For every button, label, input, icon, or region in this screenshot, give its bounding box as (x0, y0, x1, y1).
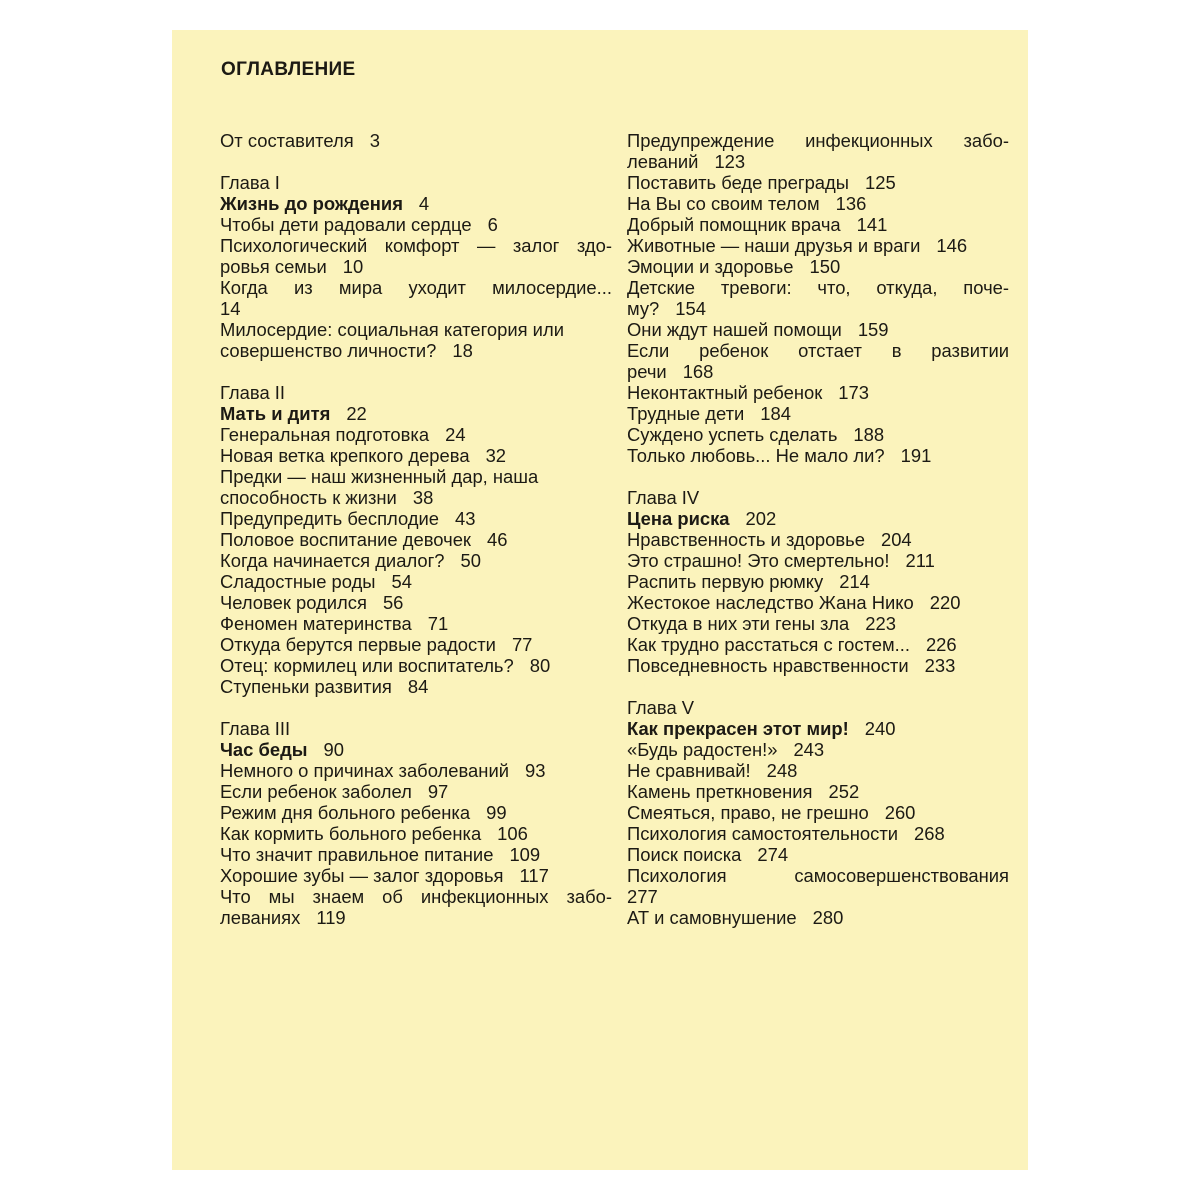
page-number: 43 (455, 508, 476, 529)
toc-line (220, 865, 612, 886)
toc-entry-text: Милосердие: социальная категория или (220, 319, 564, 340)
page-number: 54 (391, 571, 412, 592)
page-number: 125 (865, 172, 896, 193)
toc-entry-text: Феномен материнства (220, 613, 412, 634)
toc-entry-text: Не сравнивай! (627, 760, 751, 781)
toc-entry-text: Когда начинается диалог? (220, 550, 445, 571)
toc-line (220, 235, 612, 256)
page-number: 119 (316, 907, 346, 928)
toc-line (627, 571, 1009, 592)
toc-line (627, 592, 1009, 613)
toc-entry-text: Человек родился (220, 592, 367, 613)
toc-line (220, 571, 612, 592)
toc-line (627, 256, 1009, 277)
toc-line (220, 676, 612, 697)
toc-entry-text: «Будь радостен!» (627, 739, 778, 760)
toc-entry-text: Откуда в них эти гены зла (627, 613, 850, 634)
toc-line (627, 634, 1009, 655)
toc-entry-text: совершенство личности? (220, 340, 437, 361)
toc-entry-text: Когда из мира уходит милосердие... (220, 277, 612, 298)
toc-entry-text: му? (627, 298, 660, 319)
toc-entry-text: леваний (627, 151, 699, 172)
toc-entry-text: Трудные дети (627, 403, 745, 424)
chapter-title: Час беды (220, 739, 308, 760)
toc-entry-text: Повседневность нравственности (627, 655, 909, 676)
toc-line (627, 214, 1009, 235)
toc-line (220, 529, 612, 550)
toc-entry-text: Распить первую рюмку (627, 571, 824, 592)
toc-entry-text: Поиск поиска (627, 844, 742, 865)
toc-line (627, 403, 1009, 424)
toc-line (627, 361, 1009, 382)
toc-entry-text: речи (627, 361, 667, 382)
toc-line (220, 781, 612, 802)
toc-line (220, 214, 612, 235)
toc-line (627, 655, 1009, 676)
page-number: 184 (760, 403, 791, 424)
page-number: 97 (427, 781, 449, 802)
toc-line (220, 340, 612, 361)
toc-line (220, 403, 612, 424)
chapter-title: Цена риска (627, 508, 730, 529)
toc-section (627, 697, 1009, 928)
page-number: 77 (511, 634, 533, 655)
page-number: 268 (914, 823, 945, 844)
toc-line (627, 823, 1009, 844)
page-number: 106 (497, 823, 528, 844)
toc-entry-text: Психология самостоятельности (627, 823, 899, 844)
page-number: 191 (900, 445, 932, 466)
page-number: 211 (905, 550, 935, 571)
page-number: 22 (346, 403, 367, 424)
toc-line (627, 844, 1009, 865)
toc-entry-text: Поставить беде преграды (627, 172, 849, 193)
toc-line (220, 424, 612, 445)
page-number: 159 (857, 319, 889, 340)
toc-line (627, 907, 1009, 928)
toc-left-column (220, 130, 612, 949)
toc-entry-text: Генеральная подготовка (220, 424, 430, 445)
page-title: ОГЛАВЛЕНИЕ (221, 59, 356, 80)
page-number: 214 (839, 571, 870, 592)
toc-line (627, 802, 1009, 823)
toc-line (627, 613, 1009, 634)
toc-line (627, 718, 1009, 739)
toc-line (220, 886, 612, 907)
toc-entry-text: Эмоции и здоровье (627, 256, 794, 277)
toc-entry-text: Психологический комфорт — залог здо- (220, 235, 612, 256)
toc-entry-text: Чтобы дети радовали сердце (220, 214, 472, 235)
toc-line (220, 760, 612, 781)
toc-entry-text: Ступеньки развития (220, 676, 392, 697)
toc-line (627, 424, 1009, 445)
toc-line (627, 697, 1009, 718)
toc-line (627, 886, 1009, 907)
toc-line (220, 466, 612, 487)
toc-entry-text: Добрый помощник врача (627, 214, 841, 235)
page-number: 223 (865, 613, 896, 634)
page-number: 38 (412, 487, 434, 508)
page-number: 93 (525, 760, 546, 781)
toc-line (220, 823, 612, 844)
toc-entry-text: Как трудно расстаться с гостем... (627, 634, 910, 655)
toc-line (220, 634, 612, 655)
toc-line (220, 193, 612, 214)
chapter-title: Как прекрасен этот мир! (627, 718, 849, 739)
page-number: 56 (382, 592, 404, 613)
page-number: 14 (220, 298, 241, 319)
toc-entry-text: Глава II (220, 382, 286, 403)
toc-line (627, 130, 1009, 151)
toc-entry-text: Что мы знаем об инфекционных забо- (220, 886, 612, 907)
toc-line (220, 256, 612, 277)
toc-entry-text: Предупреждение инфекционных забо- (627, 130, 1009, 151)
page-number: 277 (627, 886, 658, 907)
toc-section (220, 718, 612, 928)
page-number: 32 (485, 445, 507, 466)
toc-section (220, 382, 612, 697)
toc-line (220, 319, 612, 340)
chapter-title: Жизнь до рождения (220, 193, 403, 214)
toc-line (627, 760, 1009, 781)
toc-entry-text: Хорошие зубы — залог здоровья (220, 865, 504, 886)
page-number: 46 (486, 529, 508, 550)
toc-line (627, 781, 1009, 802)
toc-section (220, 172, 612, 361)
page-number: 240 (864, 718, 896, 739)
toc-line (220, 550, 612, 571)
toc-entry-text: Отец: кормилец или воспитатель? (220, 655, 514, 676)
toc-line (627, 172, 1009, 193)
toc-line (627, 235, 1009, 256)
toc-entry-text: Смеяться, право, не грешно (627, 802, 869, 823)
toc-entry-text: Половое воспитание девочек (220, 529, 471, 550)
toc-entry-text: Предки — наш жизненный дар, наша (220, 466, 539, 487)
page-number: 90 (323, 739, 344, 760)
toc-entry-text: Нравственность и здоровье (627, 529, 865, 550)
page-number: 243 (793, 739, 825, 760)
toc-section (627, 487, 1009, 676)
page-number: 146 (936, 235, 968, 256)
toc-entry-text: Откуда берутся первые радости (220, 634, 496, 655)
toc-entry-text: Жестокое наследство Жана Нико (627, 592, 914, 613)
toc-entry-text: Суждено успеть сделать (627, 424, 838, 445)
toc-line (220, 739, 612, 760)
toc-entry-text: От составителя (220, 130, 354, 151)
toc-entry-text: Как кормить больного ребенка (220, 823, 482, 844)
toc-entry-text: На Вы со своим телом (627, 193, 820, 214)
toc-right-column (627, 130, 1009, 949)
page-number: 18 (452, 340, 473, 361)
toc-entry-text: Режим дня больного ребенка (220, 802, 471, 823)
toc-entry-text: леваниях (220, 907, 301, 928)
toc-line (627, 487, 1009, 508)
toc-line (627, 298, 1009, 319)
toc-line (627, 865, 1009, 886)
toc-entry-text: Глава IV (627, 487, 700, 508)
toc-line (220, 277, 612, 298)
page-number: 3 (369, 130, 380, 151)
toc-line (220, 382, 612, 403)
page-number: 173 (838, 382, 869, 403)
page-number: 226 (925, 634, 957, 655)
toc-line (627, 550, 1009, 571)
toc-line (220, 508, 612, 529)
toc-line (627, 529, 1009, 550)
toc-line (627, 319, 1009, 340)
toc-entry-text: Предупредить бесплодие (220, 508, 440, 529)
toc-entry-text: Глава I (220, 172, 280, 193)
page-number: 220 (929, 592, 961, 613)
page-number: 233 (924, 655, 956, 676)
page-number: 50 (460, 550, 482, 571)
toc-line (220, 907, 612, 928)
page-number: 188 (853, 424, 885, 445)
page-number: 24 (445, 424, 466, 445)
page-number: 6 (487, 214, 498, 235)
toc-line (627, 508, 1009, 529)
toc-line (220, 445, 612, 466)
page-number: 260 (884, 802, 916, 823)
page-number: 123 (714, 151, 746, 172)
toc-entry-text: Животные — наши друзья и враги (627, 235, 921, 256)
toc-line (220, 298, 612, 319)
toc-entry-text: Детские тревоги: что, откуда, поче- (627, 277, 1009, 298)
page-number: 168 (682, 361, 714, 382)
toc-line (220, 655, 612, 676)
toc-entry-text: Они ждут нашей помощи (627, 319, 842, 340)
toc-line (220, 592, 612, 613)
toc-line (220, 718, 612, 739)
page-number: 80 (529, 655, 551, 676)
page-number: 154 (675, 298, 706, 319)
toc-entry-text: Глава III (220, 718, 291, 739)
page-number: 141 (856, 214, 888, 235)
toc-entry-text: Неконтактный ребенок (627, 382, 823, 403)
page-number: 248 (766, 760, 798, 781)
page-number: 71 (427, 613, 449, 634)
toc-line (220, 130, 612, 151)
toc-entry-text: Немного о причинах заболеваний (220, 760, 509, 781)
page-number: 109 (509, 844, 541, 865)
toc-line (627, 445, 1009, 466)
toc-line (627, 151, 1009, 172)
toc-entry-text: Новая ветка крепкого дерева (220, 445, 470, 466)
toc-section (627, 130, 1009, 466)
toc-entry-text: Сладостные роды (220, 571, 376, 592)
toc-line (220, 802, 612, 823)
toc-entry-text: Только любовь... Не мало ли? (627, 445, 885, 466)
toc-line (627, 739, 1009, 760)
page-number: 84 (407, 676, 429, 697)
toc-entry-text: Это страшно! Это смертельно! (627, 550, 890, 571)
toc-line (220, 844, 612, 865)
toc-entry-text: Камень преткновения (627, 781, 813, 802)
toc-entry-text: способность к жизни (220, 487, 397, 508)
toc-line (627, 193, 1009, 214)
toc-line (220, 613, 612, 634)
page-number: 252 (828, 781, 860, 802)
toc-line (627, 277, 1009, 298)
toc-entry-text: Если ребенок заболел (220, 781, 412, 802)
toc-line (220, 172, 612, 193)
page-number: 4 (418, 193, 430, 214)
toc-entry-text: Что значит правильное питание (220, 844, 494, 865)
page-number: 280 (812, 907, 844, 928)
toc-entry-text: Глава V (627, 697, 695, 718)
page-number: 274 (757, 844, 789, 865)
toc-line (220, 487, 612, 508)
toc-section (220, 130, 612, 151)
toc-entry-text: ровья семьи (220, 256, 327, 277)
page-number: 150 (809, 256, 841, 277)
toc-entry-text: Если ребенок отстает в развитии (627, 340, 1009, 361)
toc-line (627, 340, 1009, 361)
chapter-title: Мать и дитя (220, 403, 331, 424)
toc-line (627, 382, 1009, 403)
page-number: 204 (880, 529, 912, 550)
toc-entry-text: Психология самосовершенствования (627, 865, 1009, 886)
page-number: 136 (835, 193, 867, 214)
page-number: 202 (745, 508, 777, 529)
toc-entry-text: АТ и самовнушение (627, 907, 797, 928)
page-number: 99 (486, 802, 507, 823)
page-number: 117 (519, 865, 549, 886)
page-number: 10 (342, 256, 364, 277)
